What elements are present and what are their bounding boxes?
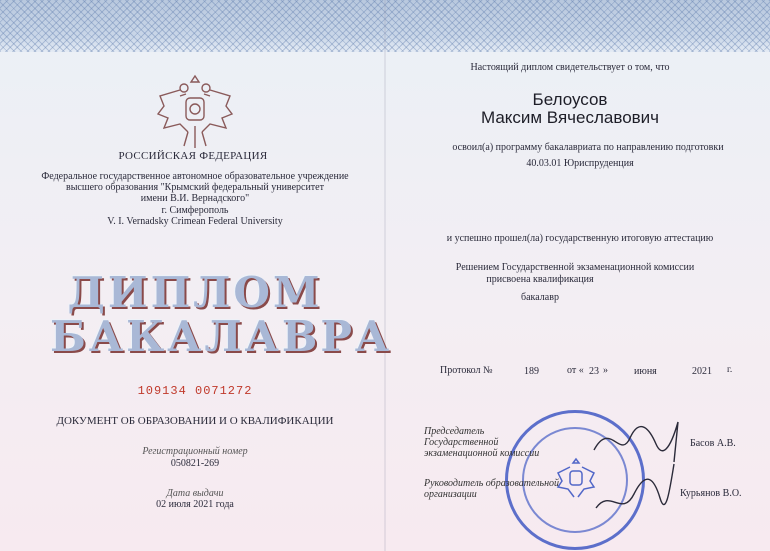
org-name-line3: имени В.И. Вернадского" (140, 193, 250, 204)
diploma-title-line1: ДИПЛОМ (67, 268, 323, 317)
head-signature (590, 458, 680, 528)
protocol-month: июня (634, 366, 657, 377)
registration-number: 050821-269 (170, 458, 220, 469)
org-name-english: V. I. Vernadsky Crimean Federal University (107, 216, 283, 227)
org-city: г. Симферополь (161, 205, 229, 216)
issue-date-label: Дата выдачи (166, 488, 224, 499)
protocol-label: Протокол № (440, 365, 493, 376)
protocol-day: 23 (589, 366, 599, 377)
head-name: Курьянов В.О. (680, 488, 742, 499)
decision-line2: присвоена квалификация (486, 274, 594, 285)
protocol-year: 2021 (692, 366, 712, 377)
date-from-label: от « (567, 365, 584, 376)
program-code: 40.03.01 Юриспруденция (526, 158, 634, 169)
program-text: освоил(а) программу бакалавриата по направлению подготовки (452, 142, 724, 153)
chairman-title-line2: Государственной (424, 437, 499, 448)
chairman-name: Басов А.В. (690, 438, 736, 449)
graduate-given-names: Максим Вячеславович (480, 108, 660, 127)
chairman-title-line3: экзаменационной комиссии (424, 448, 540, 459)
diploma-title-line2: БАКАЛАВРА (50, 312, 393, 361)
serial-number: 109134 0071272 (137, 384, 253, 398)
registration-label: Регистрационный номер (142, 446, 248, 457)
date-close-quote: » (603, 365, 608, 376)
decision-line1: Решением Государственной экзаменационной комиссии (455, 262, 695, 273)
year-suffix: г. (727, 365, 733, 375)
protocol-number: 189 (524, 366, 539, 377)
head-title-line1: Руководитель образовательной (424, 478, 560, 489)
country-label: РОССИЙСКАЯ ФЕДЕРАЦИЯ (118, 150, 268, 162)
chairman-title-line1: Председатель (424, 426, 485, 437)
center-fold (384, 0, 386, 551)
graduate-surname: Белоусов (532, 90, 608, 109)
attestation-text: и успешно прошел(ла) государственную итоговую аттестацию (446, 233, 714, 244)
intro-text: Настоящий диплом свидетельствует о том, что (470, 62, 670, 73)
document-type: ДОКУМЕНТ ОБ ОБРАЗОВАНИИ И О КВАЛИФИКАЦИИ (56, 415, 334, 427)
org-name-line2: высшего образования "Крымский федеральный университет (65, 182, 324, 193)
head-title-line2: организации (424, 489, 477, 500)
double-headed-eagle-emblem-icon (150, 66, 240, 156)
org-name-line1: Федеральное государственное автономное образовательное учреждение (41, 171, 349, 182)
issue-date: 02 июля 2021 года (156, 499, 234, 510)
qualification-value: бакалавр (521, 292, 559, 303)
